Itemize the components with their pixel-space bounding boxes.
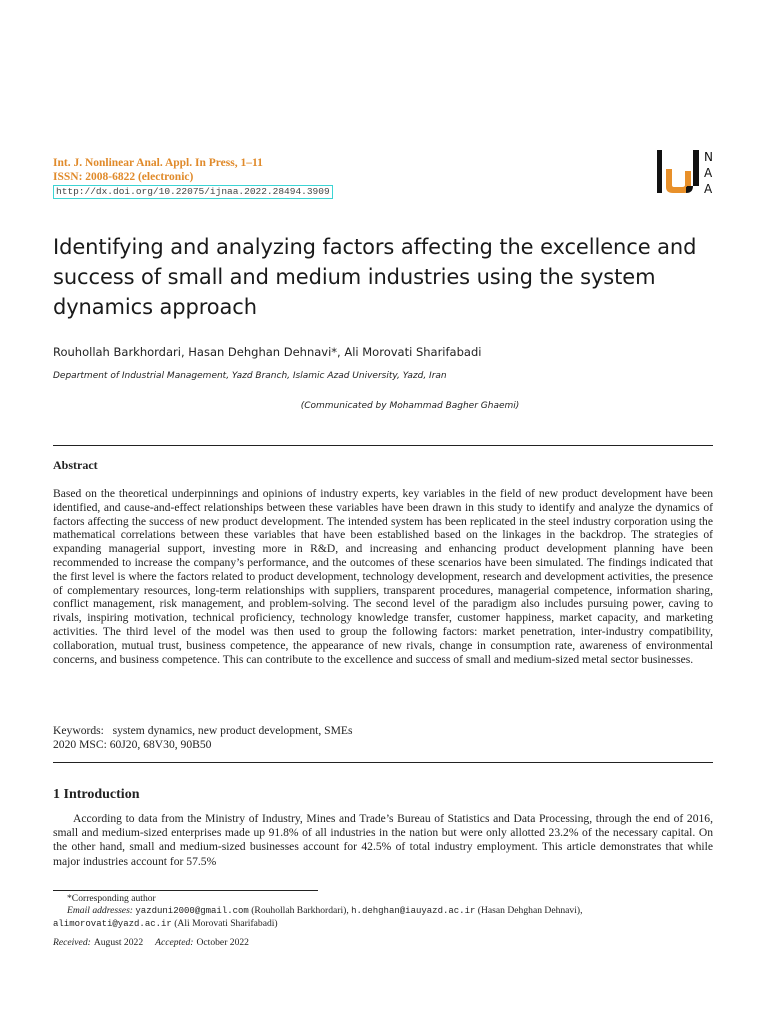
divider-top: [53, 445, 713, 446]
logo-letter-a1: A: [704, 166, 713, 180]
received-date: August 2022: [93, 937, 144, 948]
accepted-label: Accepted:: [155, 937, 194, 948]
introduction-text: According to data from the Ministry of Industry, Mines and Trade’s Bureau of Statistics and Data Processing, through the end of 2016, small and medium-sized enterprises made up 91.8% of all industries in the nation but were only allotted 23.2% of the necessary capital. On the other hand, small and medium-sized businesses account for 42.5% of total industry employment. This article demonstrates that while major industries account for 57.5%: [53, 812, 713, 868]
email-link-3[interactable]: alimorovati@yazd.ac.ir: [53, 918, 172, 929]
email-link-2[interactable]: h.dehghan@iauyazd.ac.ir: [351, 905, 476, 916]
dates: [53, 937, 249, 948]
email-line-2: [53, 918, 723, 931]
authors: Rouhollah Barkhordari, Hasan Dehghan Dehnavi*, Ali Morovati Sharifabadi: [53, 345, 482, 359]
keywords-label: Keywords:: [53, 724, 104, 737]
abstract-text: Based on the theoretical underpinnings and opinions of industry experts, key variables in the field of new product development have been identified, and cause-and-effect relationships between these variables have been drawn in this study to identify and analyze the dynamics of factors affecting the success of new product development. The intended system has been replicated in the steel industry corporation using the mathematical correlations between these variables that have been established based on the linkages in the backdrop. The strategies of expanding managerial support, investing more in R&D, and increasing and enhancing product development planning have been recommended to increase the company’s performance, and the outcomes of these scenarios have been simulated. The findings indicated that the first level is where the factors related to product development, technology development, research and development activities, the presence of complementary resources, long-term relationships with suppliers, transparent procedures, managerial competence, information sharing, conflict management, risk management, and problem-solving. The second level of the paradigm also includes pursuing power, caving to rivals, inspiring motivation, technical proficiency, technology knowledge transfer, customer happiness, market capacity, and marketing activities. The third level of the model was then used to group the following factors: market penetration, inter-industry compatibility, collaboration, mutual trust, business competence, the appearance of new rivals, change in consumption rate, awareness of environmental concerns, and business competence. This can contribute to the excellence and success of small and medium-sized metal sector businesses.: [53, 487, 713, 666]
corresponding-author: *Corresponding author: [67, 893, 156, 904]
email-line: [53, 905, 723, 918]
journal-header: [53, 156, 333, 199]
accepted-date: October 2022: [196, 937, 249, 948]
journal-citation: Int. J. Nonlinear Anal. Appl. In Press, 1–11: [53, 157, 263, 169]
keywords-block: [53, 724, 713, 752]
logo-letter-a2: A: [704, 182, 713, 196]
logo-letter-n: N: [704, 150, 713, 164]
received-label: Received:: [53, 937, 91, 948]
email-link-1[interactable]: yazduni2000@gmail.com: [135, 905, 249, 916]
email-label: Email addresses:: [67, 904, 133, 916]
footnote-rule: [53, 890, 318, 891]
email-name-1: (Rouhollah Barkhordari),: [251, 904, 349, 916]
footnote: [53, 893, 723, 930]
affiliation: Department of Industrial Management, Yazd Branch, Islamic Azad University, Yazd, Iran: [53, 371, 447, 381]
doi-link[interactable]: http://dx.doi.org/10.22075/ijnaa.2022.28494.3909: [53, 185, 333, 199]
email-name-3: (Ali Morovati Sharifabadi): [174, 917, 278, 929]
msc-codes: 2020 MSC: 60J20, 68V30, 90B50: [53, 738, 212, 751]
keywords: system dynamics, new product development, SMEs: [112, 724, 353, 737]
divider-bottom: [53, 762, 713, 763]
abstract-heading: Abstract: [53, 458, 98, 472]
email-name-2: (Hasan Dehghan Dehnavi),: [477, 904, 583, 916]
communicated-by: (Communicated by Mohammad Bagher Ghaemi): [300, 401, 520, 411]
journal-logo: [655, 147, 717, 197]
issn: ISSN: 2008-6822 (electronic): [53, 171, 194, 183]
section-heading: 1 Introduction: [53, 787, 140, 802]
paper-title: Identifying and analyzing factors affecting the excellence and success of small and medium industries using the system dynamics approach: [53, 235, 697, 319]
